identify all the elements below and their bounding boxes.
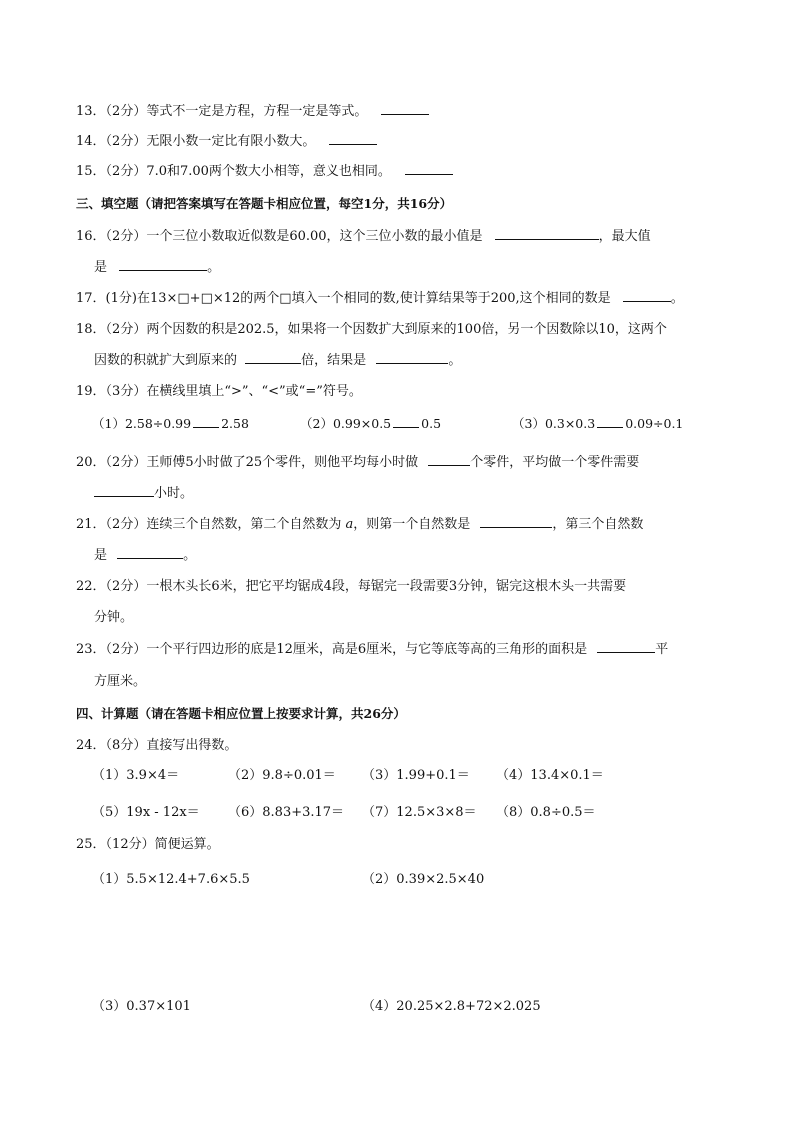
question-text: 14．（2分）无限小数一定比有限小数大。 — [76, 134, 316, 149]
question-25-title: 25．（12分）简便运算。 — [76, 837, 220, 852]
question-text: 22．（2分）一根木头长6米，把它平均锯成4段，每锯完一段需要3分钟，锯完这根木头一共需要 — [76, 579, 627, 594]
section-heading-fill-in: 三、填空题（请把答案填写在答题卡相应位置，每空1分，共16分） — [76, 196, 453, 211]
calc-item-3: （3）1.99+0.1＝ — [362, 768, 470, 783]
question-text: 13．（2分）等式不一定是方程，方程一定是等式。 — [76, 104, 368, 119]
calc-item-5: （5）19x - 12x＝ — [92, 805, 200, 820]
question-text: 是 — [94, 548, 108, 563]
question-text: ，最大值 — [598, 229, 651, 244]
compare-blank[interactable] — [393, 426, 419, 428]
calc-item-6: （6）8.83+3.17＝ — [228, 805, 345, 820]
question-text: 是 — [94, 260, 108, 275]
question-19-part-2 — [300, 415, 441, 433]
question-19 — [76, 383, 362, 401]
expression-text: （2）0.99×0.5 — [300, 416, 392, 431]
question-17 — [76, 290, 684, 308]
answer-blank-first[interactable] — [480, 526, 552, 528]
simplify-item-2: （2）0.39×2.5×40 — [362, 872, 485, 887]
question-18 — [76, 321, 667, 339]
calc-item-2: （2）9.8÷0.01＝ — [228, 768, 336, 783]
answer-blank-min[interactable] — [495, 238, 599, 240]
expression-text: 2.58 — [221, 416, 249, 431]
expression-text: 0.5 — [421, 416, 442, 431]
question-text: 。 — [207, 260, 221, 275]
answer-blank[interactable] — [623, 300, 671, 302]
calc-item-8: （8）0.8÷0.5＝ — [496, 805, 596, 820]
question-24-title: 24．（8分）直接写出得数。 — [76, 738, 238, 753]
expression-text: 0.09÷0.1 — [625, 416, 684, 431]
question-text: 21．（2分）连续三个自然数，第二个自然数为 — [76, 517, 342, 532]
question-20-cont — [94, 485, 193, 503]
simplify-item-3: （3）0.37×101 — [92, 999, 191, 1014]
question-19-part-1 — [92, 415, 249, 433]
calc-item-1: （1）3.9×4＝ — [92, 768, 180, 783]
question-text: 18．（2分）两个因数的积是202.5，如果将一个因数扩大到原来的100倍，另一个因数除以10，这两个 — [76, 322, 667, 337]
answer-blank[interactable] — [329, 143, 377, 145]
question-13 — [76, 103, 429, 121]
variable-a: a — [345, 517, 354, 532]
question-text: ，第三个自然数 — [552, 517, 644, 532]
answer-blank[interactable] — [405, 173, 453, 175]
question-text: 小时。 — [154, 486, 194, 501]
expression-text: （1）2.58÷0.99 — [92, 416, 192, 431]
question-21 — [76, 516, 643, 534]
question-text: 15．（2分）7.0和7.00两个数大小相等，意义也相同。 — [76, 164, 391, 179]
simplify-item-1: （1）5.5×12.4+7.6×5.5 — [92, 872, 250, 887]
expression-text: （3）0.3×0.3 — [512, 416, 596, 431]
question-16 — [76, 228, 651, 246]
answer-blank-third[interactable] — [117, 557, 183, 559]
question-text: 。 — [448, 353, 462, 368]
question-22 — [76, 578, 626, 596]
question-text: ，则第一个自然数是 — [353, 517, 471, 532]
question-23-cont — [94, 673, 146, 691]
answer-blank-result[interactable] — [376, 362, 448, 364]
answer-blank-max[interactable] — [119, 269, 207, 271]
section-heading-calculation: 四、计算题（请在答题卡相应位置上按要求计算，共26分） — [76, 706, 406, 721]
question-20 — [76, 454, 639, 472]
question-text: 16．（2分）一个三位小数取近似数是60.00，这个三位小数的最小值是 — [76, 229, 483, 244]
calc-item-7: （7）12.5×3×8＝ — [362, 805, 477, 820]
question-22-cont — [94, 609, 133, 627]
calc-item-4: （4）13.4×0.1＝ — [496, 768, 604, 783]
compare-blank[interactable] — [193, 426, 219, 428]
question-text: 因数的积就扩大到原来的 — [94, 353, 238, 368]
question-text: 倍，结果是 — [301, 353, 367, 368]
question-14 — [76, 133, 377, 151]
simplify-item-4: （4）20.25×2.8+72×2.025 — [362, 999, 541, 1014]
answer-blank-times[interactable] — [245, 362, 301, 364]
question-text: 平 — [655, 642, 669, 657]
question-19-part-3 — [512, 415, 683, 433]
compare-blank[interactable] — [597, 426, 623, 428]
question-text: 方厘米。 — [94, 674, 147, 689]
question-21-cont — [94, 547, 196, 565]
question-text: 19．（3分）在横线里填上“>”、“<”或“=”符号。 — [76, 384, 362, 399]
question-23 — [76, 641, 668, 659]
question-text: 个零件，平均做一个零件需要 — [470, 455, 640, 470]
question-16-cont — [94, 259, 220, 277]
answer-blank[interactable] — [597, 651, 655, 653]
question-18-cont — [94, 352, 461, 370]
question-text: 分钟。 — [94, 610, 134, 625]
question-text: 。 — [183, 548, 197, 563]
question-text: 23．（2分）一个平行四边形的底是12厘米，高是6厘米，与它等底等高的三角形的面积是 — [76, 642, 588, 657]
answer-blank-hours[interactable] — [94, 495, 154, 497]
answer-blank[interactable] — [381, 113, 429, 115]
answer-blank-per-hour[interactable] — [428, 464, 470, 466]
question-text: 17．(1分)在13×□+□×12的两个□填入一个相同的数,使计算结果等于200,这个相同的数是 — [76, 291, 611, 306]
question-15 — [76, 163, 453, 181]
question-text: 。 — [670, 291, 684, 306]
question-text: 20．（2分）王师傅5小时做了25个零件，则他平均每小时做 — [76, 455, 419, 470]
